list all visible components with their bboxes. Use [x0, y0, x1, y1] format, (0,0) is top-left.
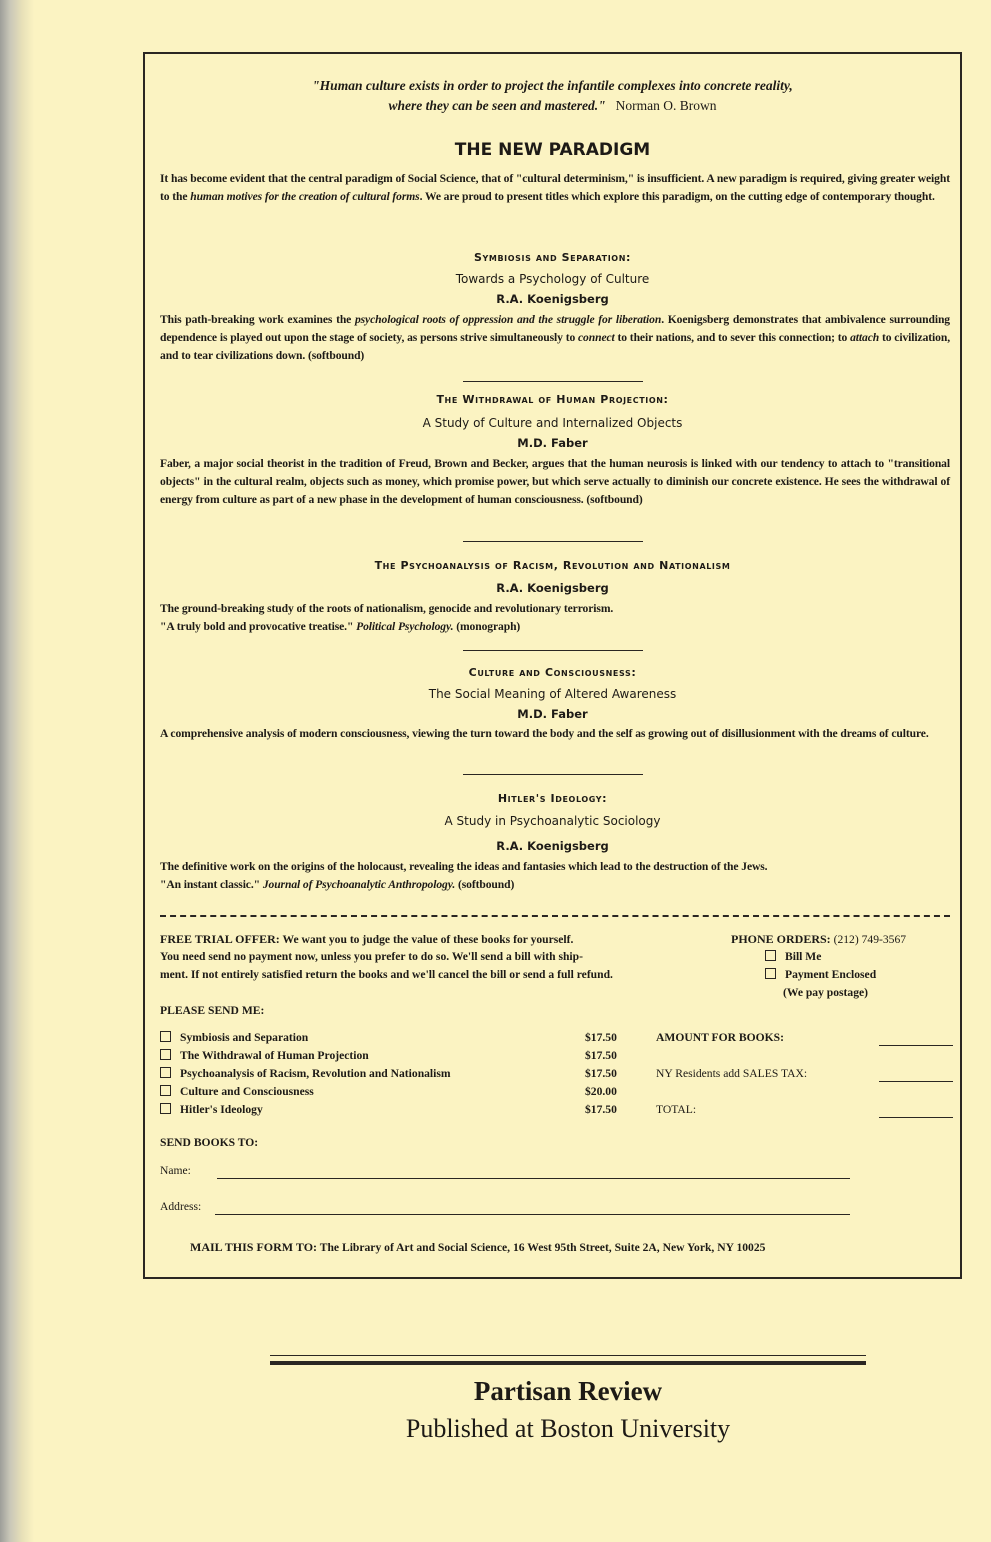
item-checkbox[interactable] [160, 1067, 171, 1078]
name-label: Name: [160, 1164, 191, 1177]
item-checkbox[interactable] [160, 1031, 171, 1042]
bill-me-option[interactable]: Bill Me [765, 950, 821, 963]
total-label: TOTAL: [656, 1103, 697, 1116]
offer-line-1: FREE TRIAL OFFER: We want you to judge the value of these books for yourself. [160, 932, 574, 946]
book-subtitle-withdrawal: A Study of Culture and Internalized Objects [422, 416, 683, 430]
book-author-symbiosis: R.A. Koenigsberg [496, 292, 609, 306]
item-price: $17.50 [585, 1031, 617, 1044]
phone-orders: PHONE ORDERS: (212) 749-3567 [731, 932, 907, 946]
book-title-culture: Culture and Consciousness: [468, 666, 637, 679]
book-title-racism: The Psychoanalysis of Racism, Revolution and Nationalism [374, 559, 731, 572]
footer-title: Partisan Review [473, 1376, 663, 1406]
offer-line-3: ment. If not entirely satisfied return the books and we'll cancel the bill or send a full refund. [160, 968, 613, 981]
dashed-cut-line [160, 915, 950, 917]
item-price: $20.00 [585, 1085, 617, 1098]
book-author-hitler: R.A. Koenigsberg [496, 839, 609, 853]
item-row[interactable]: Psychoanalysis of Racism, Revolution and Nationalism [160, 1067, 451, 1080]
book-description-culture: A comprehensive analysis of modern consciousness, viewing the turn toward the body and the self as growing out of disillusionment with the dreams of culture. [160, 727, 929, 740]
book-subtitle-hitler: A Study in Psychoanalytic Sociology [444, 814, 661, 828]
offer-line-2: You need send no payment now, unless you prefer to do so. We'll send a bill with ship- [160, 950, 583, 963]
total-field[interactable] [879, 1117, 953, 1118]
footer-subtitle: Published at Boston University [405, 1414, 731, 1443]
item-row[interactable]: The Withdrawal of Human Projection [160, 1049, 369, 1062]
quote-line-1: "Human culture exists in order to project the infantile complexes into concrete reality, [312, 78, 793, 93]
address-field[interactable] [215, 1214, 850, 1215]
name-field[interactable] [217, 1178, 850, 1179]
please-send-heading: PLEASE SEND ME: [160, 1004, 265, 1017]
item-price: $17.50 [585, 1067, 617, 1080]
divider [463, 650, 643, 651]
quote-author: Norman O. Brown [615, 98, 717, 113]
epigraph-quote [145, 76, 960, 116]
item-row[interactable]: Hitler's Ideology [160, 1103, 263, 1116]
item-checkbox[interactable] [160, 1103, 171, 1114]
footer-double-rule [270, 1355, 866, 1365]
book-title-hitler: Hitler's Ideology: [497, 792, 608, 805]
amount-label: AMOUNT FOR BOOKS: [656, 1031, 784, 1044]
book-title-withdrawal: The Withdrawal of Human Projection: [436, 393, 669, 406]
page-title: THE NEW PARADIGM [454, 140, 651, 160]
divider [463, 774, 643, 775]
book-description-withdrawal: Faber, a major social theorist in the tradition of Freud, Brown and Becker, argues that the human neurosis is linked with our tendency to attach to "transitional objects" in the cultural realm, objects such as money, which promise power, but which serve actually to diminish our concrete existence. He sees the withdrawal of energy from culture as part of a new phase in the development of human consciousness. (softbound) [160, 457, 950, 506]
divider [463, 381, 643, 382]
payment-enclosed-option[interactable]: Payment Enclosed [765, 968, 876, 981]
tax-field[interactable] [879, 1081, 953, 1082]
paradigm-paragraph: It has become evident that the central paradigm of Social Science, that of "cultural determinism," is insufficient. A new paradigm is required, giving greater weight to the human motives for the creation of cultural forms. We are proud to present titles which explore this paradigm, on the cutting edge of contemporary thought. [160, 172, 950, 203]
send-to-heading: SEND BOOKS TO: [160, 1136, 259, 1149]
item-price: $17.50 [585, 1103, 617, 1116]
item-price: $17.50 [585, 1049, 617, 1062]
mail-instructions: MAIL THIS FORM TO: The Library of Art and Social Science, 16 West 95th Street, Suite 2A, New York, NY 10025 [190, 1240, 766, 1254]
bill-me-checkbox[interactable] [765, 950, 776, 961]
postage-note: (We pay postage) [783, 986, 869, 999]
address-label: Address: [160, 1200, 202, 1213]
item-row[interactable]: Culture and Consciousness [160, 1085, 314, 1098]
book-author-culture: M.D. Faber [517, 707, 588, 721]
quote-line-2: where they can be seen and mastered." [388, 98, 606, 113]
item-row[interactable]: Symbiosis and Separation [160, 1031, 308, 1044]
book-description-symbiosis: This path-breaking work examines the psychological roots of oppression and the struggle for liberation. Koenigsberg demonstrates that ambivalence surrounding dependence is played out upon the stage of society, as persons strive simultaneously to connect to their nations, and to sever this connection; to attach to civilization, and to tear civilizations down. (softbound) [160, 313, 950, 362]
book-author-racism: R.A. Koenigsberg [496, 581, 609, 595]
book-subtitle-culture: The Social Meaning of Altered Awareness [428, 687, 677, 701]
item-checkbox[interactable] [160, 1049, 171, 1060]
payment-enclosed-checkbox[interactable] [765, 968, 776, 979]
book-description-racism: The ground-breaking study of the roots of nationalism, genocide and revolutionary terrorism. "A truly bold and provocative treatise." Political Psychology. (monograph) [160, 602, 614, 633]
amount-field[interactable] [879, 1045, 953, 1046]
page-spine-shadow [0, 0, 34, 1542]
divider [463, 541, 643, 542]
advertisement-box [143, 52, 962, 1279]
book-author-withdrawal: M.D. Faber [517, 436, 588, 450]
tax-label: NY Residents add SALES TAX: [656, 1067, 808, 1080]
book-subtitle-symbiosis: Towards a Psychology of Culture [455, 272, 650, 286]
item-checkbox[interactable] [160, 1085, 171, 1096]
book-description-hitler: The definitive work on the origins of the holocaust, revealing the ideas and fantasies which lead to the destruction of the Jews. "An instant classic." Journal of Psychoanalytic Anthropology. (softbound) [160, 860, 768, 891]
book-title-symbiosis: Symbiosis and Separation: [473, 251, 631, 264]
